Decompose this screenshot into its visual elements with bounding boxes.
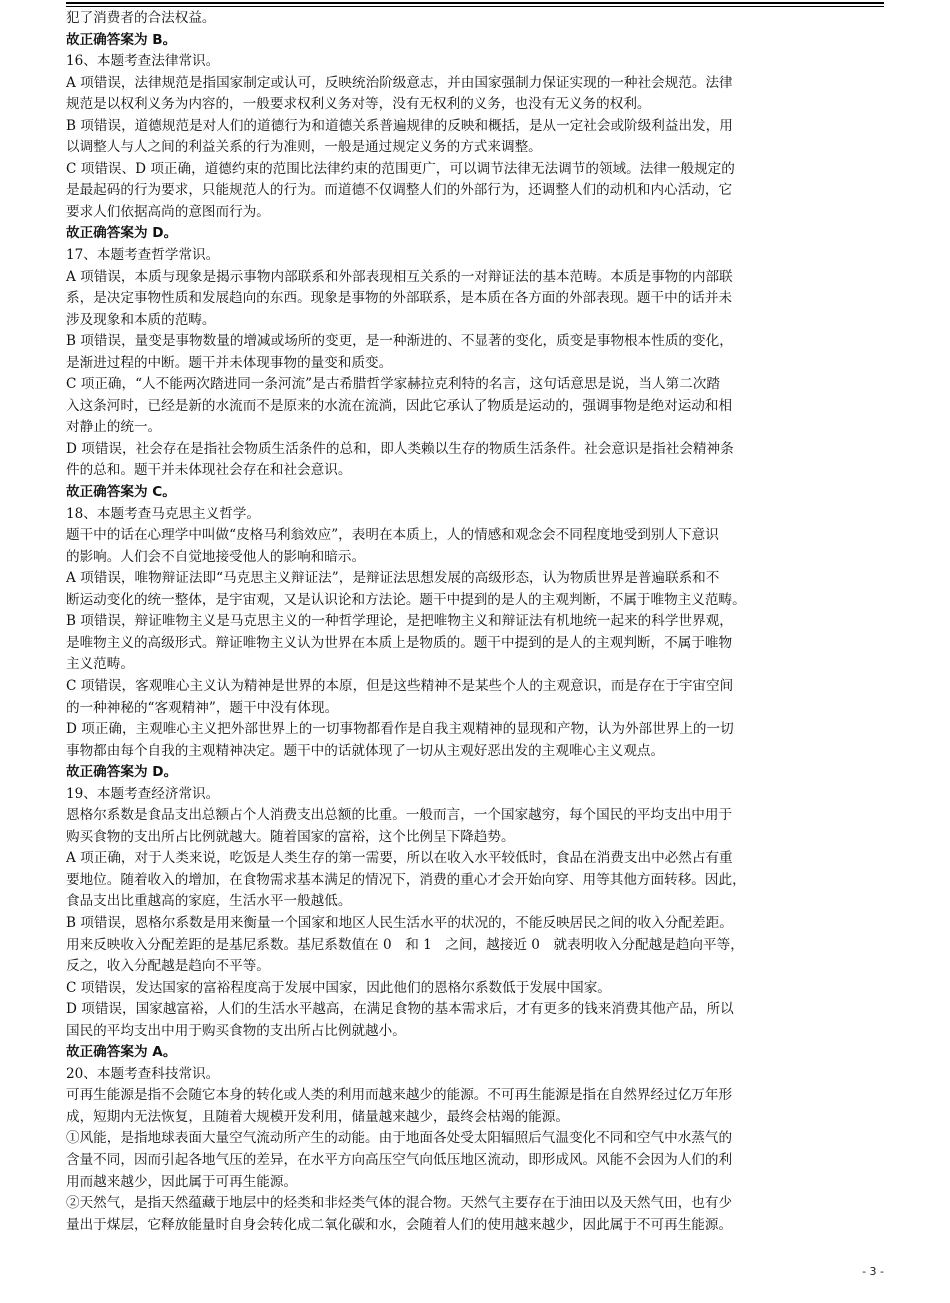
text-line: ①风能，是指地球表面大量空气流动所产生的动能。由于地面各处受太阳辐照后气温变化不同和空气中水蒸气的	[66, 1130, 733, 1147]
text-line: 购买食物的支出所占比例就越大。随着国家的富裕，这个比例呈下降趋势。	[66, 828, 515, 845]
text-line: 国民的平均支出中用于购买食物的支出所占比例就越小。	[66, 1022, 406, 1039]
text-line: 事物都由每个自我的主观精神决定。题干中的话就体现了一切从主观好恶出发的主观唯心主义观点。	[66, 742, 665, 759]
text-line: 可再生能源是指不会随它本身的转化或人类的利用而越来越少的能源。不可再生能源是指在自然界经过亿万年形	[66, 1087, 733, 1104]
text-line: 断运动变化的统一整体，是宇宙观，又是认识论和方法论。题干中提到的是人的主观判断，不属于唯物主义范畴。	[66, 591, 746, 608]
text-line: 19、本题考查经济常识。	[66, 785, 220, 802]
text-line: 是渐进过程的中断。题干并未体现事物的量变和质变。	[66, 354, 393, 371]
text-line: 是唯物主义的高级形式。辩证唯物主义认为世界在本质上是物质的。题干中提到的是人的主观判断，不属于唯物	[66, 634, 733, 651]
text-line: 对静止的统一。	[66, 419, 162, 436]
document-body	[66, 8, 884, 1236]
text-line: 要求人们依据高尚的意图而行为。	[66, 203, 270, 220]
text-line: ②天然气，是指天然蕴藏于地层中的烃类和非烃类气体的混合物。天然气主要存在于油田以及天然气田，也有少	[66, 1195, 733, 1212]
answer-line: 故正确答案为 D。	[66, 764, 178, 781]
answer-line: 故正确答案为 D。	[66, 225, 178, 242]
page-number: - 3 -	[862, 1265, 884, 1278]
text-line: 成，短期内无法恢复，且随着大规模开发利用，储量越来越少，最终会枯竭的能源。	[66, 1108, 569, 1125]
answer-line: 故正确答案为 A。	[66, 1044, 177, 1061]
text-line: C 项正确，“人不能两次踏进同一条河流”是古希腊哲学家赫拉克利特的名言，这句话意思是说，当人第二次踏	[66, 376, 720, 393]
text-line: 涉及现象和本质的范畴。	[66, 311, 216, 328]
text-line: 主义范畴。	[66, 656, 134, 673]
text-line: B 项错误，量变是事物数量的增减或场所的变更，是一种渐进的、不显著的变化，质变是事物根本性质的变化，	[66, 333, 733, 350]
text-line: C 项错误，客观唯心主义认为精神是世界的本原，但是这些精神不是某些个人的主观意识，而是存在于宇宙空间	[66, 677, 734, 694]
text-line: 食品支出比重越高的家庭，生活水平一般越低。	[66, 893, 352, 910]
text-line: B 项错误，道德规范是对人们的道德行为和道德关系普遍规律的反映和概括，是从一定社会或阶级利益出发，用	[66, 117, 733, 134]
text-line: 量出于煤层，它释放能量时自身会转化成二氧化碳和水，会随着人们的使用越来越少，因此属于不可再生能源。	[66, 1216, 733, 1233]
text-line: A 项正确，对于人类来说，吃饭是人类生存的第一需要，所以在收入水平较低时，食品在消费支出中必然占有重	[66, 850, 733, 867]
text-line: 用而越来越少，因此属于可再生能源。	[66, 1173, 298, 1190]
text-line: B 项错误，辩证唯物主义是马克思主义的一种哲学理论，是把唯物主义和辩证法有机地统一起来的科学世界观，	[66, 613, 733, 630]
text-line: 的影响。人们会不自觉地接受他人的影响和暗示。	[66, 548, 366, 565]
text-line: A 项错误，本质与现象是揭示事物内部联系和外部表现相互关系的一对辩证法的基本范畴。本质是事物的内部联	[66, 268, 733, 285]
text-line: 以调整人与人之间的利益关系的行为准则，一般是通过规定义务的方式来调整。	[66, 139, 542, 156]
text-line: 20、本题考查科技常识。	[66, 1065, 220, 1082]
text-line: 17、本题考查哲学常识。	[66, 247, 220, 264]
text-line: 含量不同，因而引起各地气压的差异，在水平方向高压空气向低压地区流动，即形成风。风能不会因为人们的利	[66, 1151, 733, 1168]
header-rule-thick	[66, 2, 884, 4]
text-line: 入这条河时，已经是新的水流而不是原来的水流在流淌，因此它承认了物质是运动的，强调事物是绝对运动和相	[66, 397, 733, 414]
text-line: 题干中的话在心理学中叫做“皮格马利翁效应”，表明在本质上，人的情感和观念会不同程度地受到别人下意识	[66, 527, 719, 544]
header-rule-thin	[66, 6, 884, 7]
text-line: 件的总和。题干并未体现社会存在和社会意识。	[66, 462, 352, 479]
text-line: 的一种神秘的“客观精神”，题干中没有体现。	[66, 699, 339, 716]
answer-line: 故正确答案为 C。	[66, 484, 176, 501]
text-line: B 项错误，恩格尔系数是用来衡量一个国家和地区人民生活水平的状况的，不能反映居民之间的收入分配差距。	[66, 914, 733, 931]
text-line: 犯了消费者的合法权益。	[66, 10, 216, 26]
text-line: 规范是以权利义务为内容的，一般要求权利义务对等，没有无权利的义务，也没有无义务的权利。	[66, 96, 651, 113]
text-line: 反之，收入分配越是趋向不平等。	[66, 958, 270, 975]
text-line: 是最起码的行为要求，只能规范人的行为。而道德不仅调整人们的外部行为，还调整人们的动机和内心活动，它	[66, 182, 733, 199]
text-line: A 项错误，法律规范是指国家制定或认可，反映统治阶级意志，并由国家强制力保证实现的一种社会规范。法律	[66, 74, 733, 91]
text-line: 16、本题考查法律常识。	[66, 53, 220, 70]
text-line: C 项错误、D 项正确，道德约束的范围比法律约束的范围更广，可以调节法律无法调节的领域。法律一般规定的	[66, 160, 735, 177]
text-line: 恩格尔系数是食品支出总额占个人消费支出总额的比重。一般而言，一个国家越穷，每个国民的平均支出中用于	[66, 807, 733, 824]
text-line: A 项错误，唯物辩证法即“马克思主义辩证法”，是辩证法思想发展的高级形态，认为物质世界是普遍联系和不	[66, 570, 720, 587]
text-line: C 项错误，发达国家的富裕程度高于发展中国家，因此他们的恩格尔系数低于发展中国家。	[66, 979, 611, 996]
text-line: D 项错误，社会存在是指社会物质生活条件的总和，即人类赖以生存的物质生活条件。社会意识是指社会精神条	[66, 440, 734, 457]
text-line: 用来反映收入分配差距的是基尼系数。基尼系数值在 0 和 1 之间，越接近 0 就表明收入分配越是趋向平等，	[66, 936, 744, 953]
answer-line: 故正确答案为 B。	[66, 31, 177, 48]
text-line: 18、本题考查马克思主义哲学。	[66, 505, 261, 522]
text-line: 系，是决定事物性质和发展趋向的东西。现象是事物的外部联系，是本质在各方面的外部表现。题干中的话并未	[66, 290, 733, 307]
text-line: D 项正确，主观唯心主义把外部世界上的一切事物都看作是自我主观精神的显现和产物，认为外部世界上的一切	[66, 721, 734, 738]
text-line: 要地位。随着收入的增加，在食物需求基本满足的情况下，消费的重心才会开始向穿、用等其他方面转移。因此，	[66, 871, 746, 888]
text-line: D 项错误，国家越富裕，人们的生活水平越高，在满足食物的基本需求后，才有更多的钱来消费其他产品，所以	[66, 1001, 734, 1018]
